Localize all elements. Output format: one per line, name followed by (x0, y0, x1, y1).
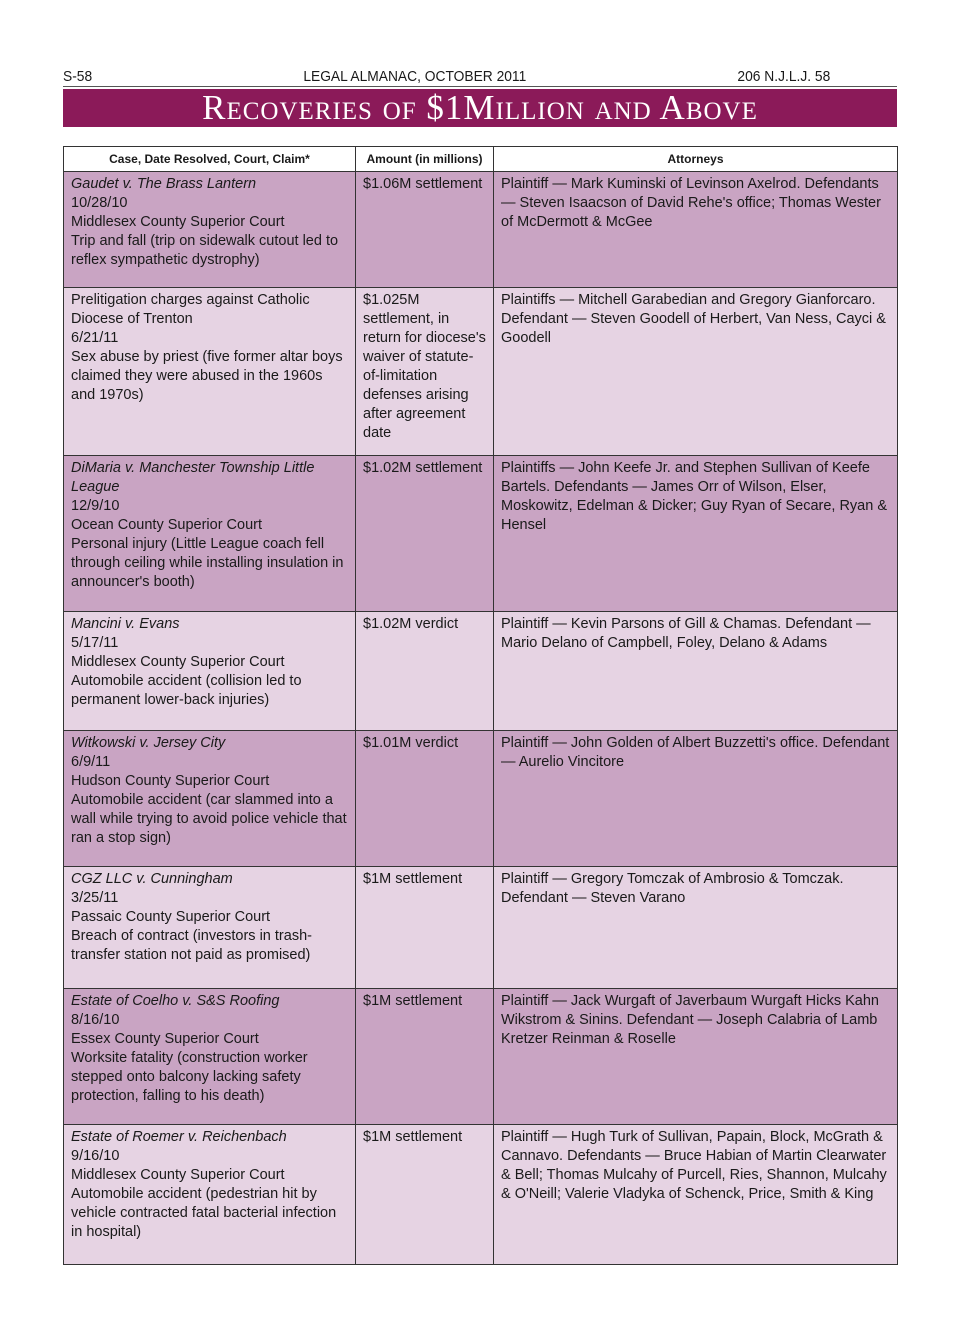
case-name: Mancini v. Evans (71, 616, 180, 632)
amount-cell: $1.025M settlement, in return for diocese's waiver of statute-of-limitation defenses arising after agreement date (356, 288, 494, 456)
amount-cell: $1M settlement (356, 1125, 494, 1265)
case-cell (64, 867, 356, 989)
case-cell (64, 288, 356, 456)
court: Hudson County Superior Court (71, 773, 270, 789)
case-name: Prelitigation charges against Catholic Diocese of Trenton (71, 292, 310, 327)
claim: Breach of contract (investors in trash-transfer station not paid as promised) (71, 928, 312, 963)
date-resolved: 5/17/11 (71, 635, 119, 651)
amount-cell: $1.02M verdict (356, 612, 494, 731)
attorneys-cell: Plaintiff — Gregory Tomczak of Ambrosio & Tomczak. Defendant — Steven Varano (494, 867, 898, 989)
attorneys-cell: Plaintiff — Jack Wurgaft of Javerbaum Wurgaft Hicks Kahn Wikstrom & Sinins. Defendant — Joseph Calabria of Lamb Kretzer Reinman & Roselle (494, 989, 898, 1125)
table-row (64, 989, 898, 1125)
claim: Trip and fall (trip on sidewalk cutout led to reflex sympathetic dystrophy) (71, 233, 339, 268)
case-cell (64, 172, 356, 288)
court: Passaic County Superior Court (71, 909, 271, 925)
recoveries-table (63, 146, 898, 1265)
attorneys-cell: Plaintiff — Kevin Parsons of Gill & Chamas. Defendant — Mario Delano of Campbell, Foley, Delano & Adams (494, 612, 898, 731)
running-head (63, 63, 830, 85)
table-row (64, 172, 898, 288)
attorneys-cell: Plaintiff — Mark Kuminski of Levinson Axelrod. Defendants — Steven Isaacson of David Rehe's office; Thomas Wester of McDermott & McGee (494, 172, 898, 288)
case-cell (64, 1125, 356, 1265)
case-name: Estate of Coelho v. S&S Roofing (71, 993, 280, 1009)
date-resolved: 6/21/11 (71, 330, 119, 346)
date-resolved: 6/9/11 (71, 754, 111, 770)
court: Middlesex County Superior Court (71, 214, 285, 230)
header-rule (63, 86, 897, 87)
section-banner (63, 89, 897, 127)
court: Ocean County Superior Court (71, 517, 263, 533)
amount-cell: $1.01M verdict (356, 731, 494, 867)
date-resolved: 12/9/10 (71, 498, 120, 514)
case-name: Gaudet v. The Brass Lantern (71, 176, 257, 192)
column-header-case: Case, Date Resolved, Court, Claim* (64, 147, 356, 172)
claim: Worksite fatality (construction worker stepped onto balcony lacking safety protection, falling to his death) (71, 1050, 308, 1104)
date-resolved: 3/25/11 (71, 890, 119, 906)
case-cell (64, 612, 356, 731)
date-resolved: 9/16/10 (71, 1148, 120, 1164)
claim: Automobile accident (collision led to permanent lower-back injuries) (71, 673, 302, 708)
table-row (64, 1125, 898, 1265)
case-name: DiMaria v. Manchester Township Little League (71, 460, 315, 495)
amount-cell: $1.06M settlement (356, 172, 494, 288)
attorneys-cell: Plaintiffs — John Keefe Jr. and Stephen Sullivan of Keefe Bartels. Defendants — James Orr of Wilson, Elser, Moskowitz, Edelman & Dicker; Guy Ryan of Secare, Ryan & Hensel (494, 456, 898, 612)
date-resolved: 10/28/10 (71, 195, 128, 211)
table-row (64, 456, 898, 612)
table-row (64, 612, 898, 731)
page-label: S-58 (63, 68, 93, 85)
attorneys-cell: Plaintiff — Hugh Turk of Sullivan, Papain, Block, McGrath & Cannavo. Defendants — Bruce Habian of Martin Clearwater & Bell; Thomas Mulcahy of Purcell, Ries, Shannon, Mulcahy & O'Neill; Valerie Vladyka of Schenck, Price, Smith & King (494, 1125, 898, 1265)
table-row (64, 867, 898, 989)
claim: Sex abuse by priest (five former altar boys claimed they were abused in the 1960s and 1970s) (71, 349, 343, 403)
table-header-row (64, 147, 898, 172)
amount-cell: $1M settlement (356, 989, 494, 1125)
claim: Automobile accident (car slammed into a wall while trying to avoid police vehicle that ran a stop sign) (71, 792, 347, 846)
table-row (64, 288, 898, 456)
court: Middlesex County Superior Court (71, 1167, 285, 1183)
column-header-attorneys: Attorneys (494, 147, 898, 172)
case-name: CGZ LLC v. Cunningham (71, 871, 233, 887)
case-name: Estate of Roemer v. Reichenbach (71, 1129, 287, 1145)
case-cell (64, 989, 356, 1125)
table-row (64, 731, 898, 867)
court: Essex County Superior Court (71, 1031, 259, 1047)
court: Middlesex County Superior Court (71, 654, 285, 670)
case-cell (64, 731, 356, 867)
amount-cell: $1M settlement (356, 867, 494, 989)
claim: Personal injury (Little League coach fell through ceiling while installing insulation in announcer's booth) (71, 536, 344, 590)
date-resolved: 8/16/10 (71, 1012, 120, 1028)
amount-cell: $1.02M settlement (356, 456, 494, 612)
banner-title: Recoveries of $1Million and Above (202, 88, 758, 127)
publication-title: LEGAL ALMANAC, OCTOBER 2011 (303, 68, 527, 85)
claim: Automobile accident (pedestrian hit by vehicle contracted fatal bacterial infection in hospital) (71, 1186, 337, 1240)
citation: 206 N.J.L.J. 58 (737, 68, 831, 85)
attorneys-cell: Plaintiffs — Mitchell Garabedian and Gregory Gianforcaro. Defendant — Steven Goodell of Herbert, Van Ness, Cayci & Goodell (494, 288, 898, 456)
column-header-amount: Amount (in millions) (356, 147, 494, 172)
attorneys-cell: Plaintiff — John Golden of Albert Buzzetti's office. Defendant — Aurelio Vincitore (494, 731, 898, 867)
case-name: Witkowski v. Jersey City (71, 735, 226, 751)
case-cell (64, 456, 356, 612)
